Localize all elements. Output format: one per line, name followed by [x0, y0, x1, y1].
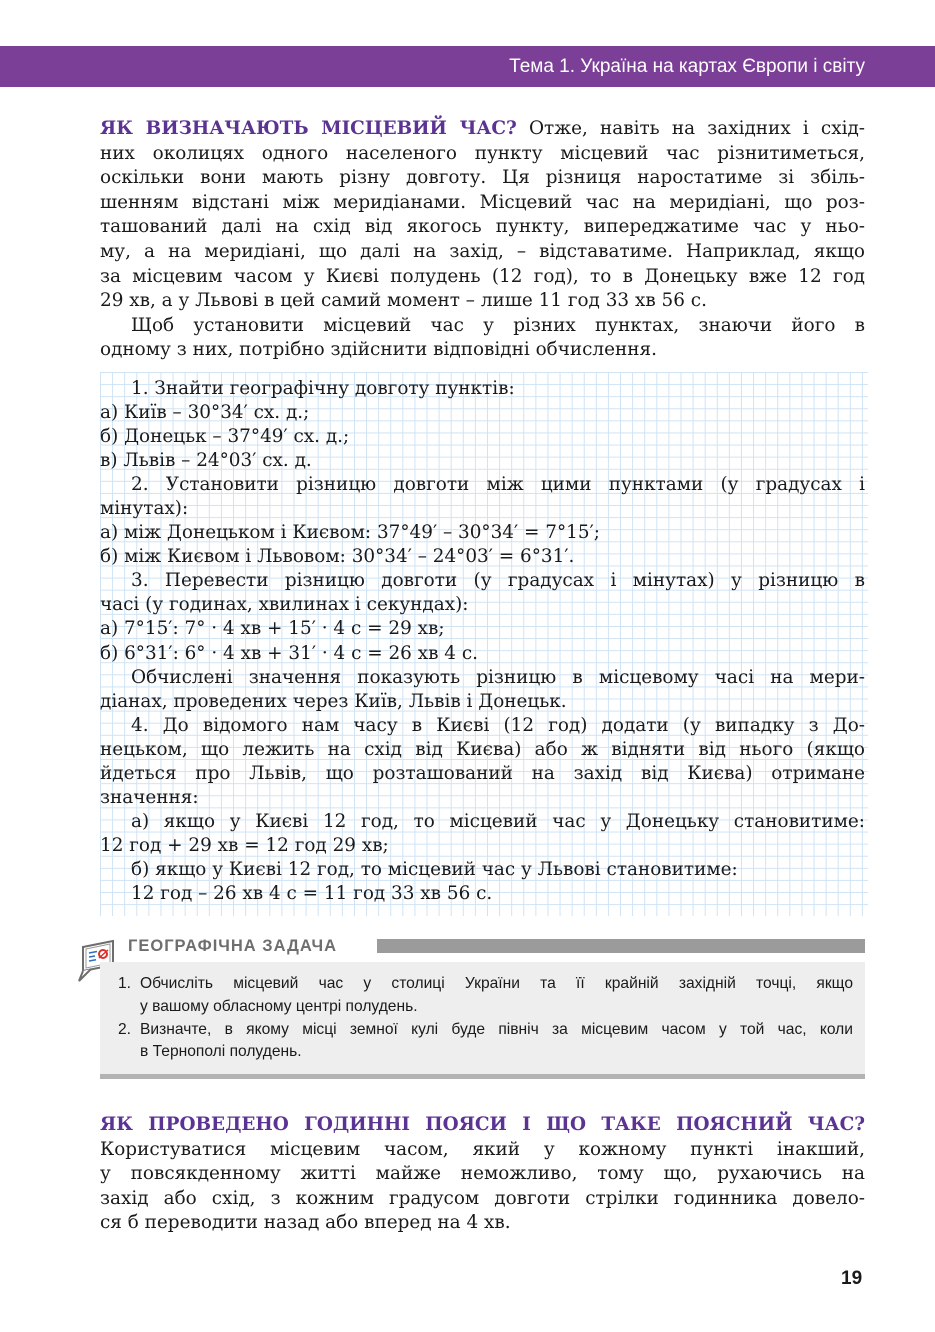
step-line: значення: [100, 786, 199, 808]
paragraph-line: Щоб установити місцевий час у різних пунктах, знаючи його в [131, 314, 865, 336]
paragraph-line: Користуватися місцевим часом, який у кожному пункті інакший, [100, 1138, 865, 1160]
task-line: Визначте, в якому місці земної кулі буде північ за місцевим часом у той час, коли [140, 1020, 853, 1038]
step-line: а) 7°15′: 7° · 4 хв + 15′ · 4 с = 29 хв; [100, 618, 445, 640]
step-line: а) Київ – 30°34′ сх. д.; [100, 402, 310, 424]
step-line: Обчислені значення показують різницю в місцевому часі на мери- [131, 666, 865, 688]
task-number: 1. [118, 975, 132, 992]
task-title-rule [377, 939, 865, 953]
task-list [118, 973, 853, 1064]
step-line: діанах, проведених через Київ, Львів і Донецьк. [100, 690, 567, 712]
section-local-time [100, 117, 865, 363]
paragraph-line: них околицях одного населеного пункту місцевий час різнитиметься, [100, 142, 865, 164]
task-line: у вашому обласному центрі полудень. [140, 997, 418, 1015]
section-heading: ЯК ПРОВЕДЕНО ГОДИННІ ПОЯСИ І ЩО ТАКЕ ПОЯСНИЙ ЧАС? [100, 1114, 865, 1135]
step-line: 1. Знайти географічну довготу пунктів: [131, 378, 515, 399]
task-line: Обчисліть місцевий час у столиці України та її крайній західній точці, якщо [140, 975, 853, 992]
section-first-line [100, 117, 865, 142]
header-bar [0, 46, 935, 87]
paragraph-line: одному з них, потрібно здійснити відповідні обчислення. [100, 339, 657, 361]
paragraph-line: у повсякденному житті майже неможливо, тому що, рухаючись на [100, 1163, 865, 1185]
step-line: 12 год – 26 хв 4 с = 11 год 33 хв 56 с. [131, 882, 493, 904]
step-line: б) Донецьк – 37°49′ сх. д.; [100, 426, 350, 448]
paragraph-line: оскільки вони мають різну довготу. Ця різниця наростатиме зі збіль- [100, 167, 865, 189]
section-time-zones [100, 1113, 865, 1236]
step-line: б) якщо у Києві 12 год, то місцевий час у Львові становитиме: [131, 858, 738, 880]
task-item [118, 973, 853, 1019]
section-heading: ЯК ВИЗНАЧАЮТЬ МІСЦЕВИЙ ЧАС? [100, 118, 517, 139]
task-item [118, 1019, 853, 1065]
page-number: 19 [841, 1268, 863, 1289]
paragraph-line: 29 хв, а у Львові в цей самий момент – лише 11 год 33 хв 56 с. [100, 290, 707, 312]
step-line: 3. Перевести різницю довготи (у градусах і мінутах) у різницю в [131, 570, 865, 592]
step-line: а) якщо у Києві 12 год, то місцевий час у Донецьку становитиме: [131, 810, 865, 832]
paragraph-line: ся б переводити назад або вперед на 4 хв. [100, 1212, 511, 1234]
task-title: ГЕОГРАФІЧНА ЗАДАЧА [128, 937, 338, 955]
step-line: б) між Києвом і Львовом: 30°34′ – 24°03′ = 6°31′. [100, 546, 575, 568]
calculation-steps [100, 377, 865, 906]
task-number: 2. [118, 1020, 132, 1038]
step-line: мінутах): [100, 498, 189, 520]
paragraph-line: за місцевим часом у Києві полудень (12 год), то в Донецьку вже 12 год [100, 265, 865, 287]
step-line: 2. Установити різницю довготи між цими пунктами (у градусах і [131, 474, 865, 496]
step-line: нецьком, що лежить на схід від Києва) або ж відняти від нього (якщо [100, 738, 865, 760]
step-line: часі (у годинах, хвилинах і секундах): [100, 594, 469, 616]
task-box-bottom-border [100, 1074, 865, 1079]
task-line: в Тернополі полудень. [140, 1043, 302, 1061]
step-line: 4. До відомого нам часу в Києві (12 год) додати (у випадку з До- [131, 714, 865, 736]
step-line: йдеться про Львів, що розташований на захід від Києва) отримане [100, 762, 865, 784]
paragraph-line: шенням відстані між меридіанами. Місцевий час на меридіані, що роз- [100, 191, 865, 213]
paragraph-line: захід або схід, з кожним градусом довготи стрілки годинника довело- [100, 1187, 865, 1209]
step-line: в) Львів – 24°03′ сх. д. [100, 450, 312, 472]
paragraph-line: му, а на меридіані, що далі на захід, – відставатиме. Наприклад, якщо [100, 240, 865, 262]
step-line: 12 год + 29 хв = 12 год 29 хв; [100, 834, 389, 856]
paragraph-line: ташований далі на схід від якогось пункту, випереджатиме час у ньо- [100, 216, 865, 238]
paragraph-text: Отже, навіть на західних і схід- [516, 118, 865, 139]
step-line: а) між Донецьком і Києвом: 37°49′ – 30°34′ = 7°15′; [100, 522, 600, 544]
step-line: б) 6°31′: 6° · 4 хв + 31′ · 4 с = 26 хв 4 с. [100, 642, 478, 664]
header-title: Тема 1. Україна на картах Європи і світу [509, 56, 865, 77]
